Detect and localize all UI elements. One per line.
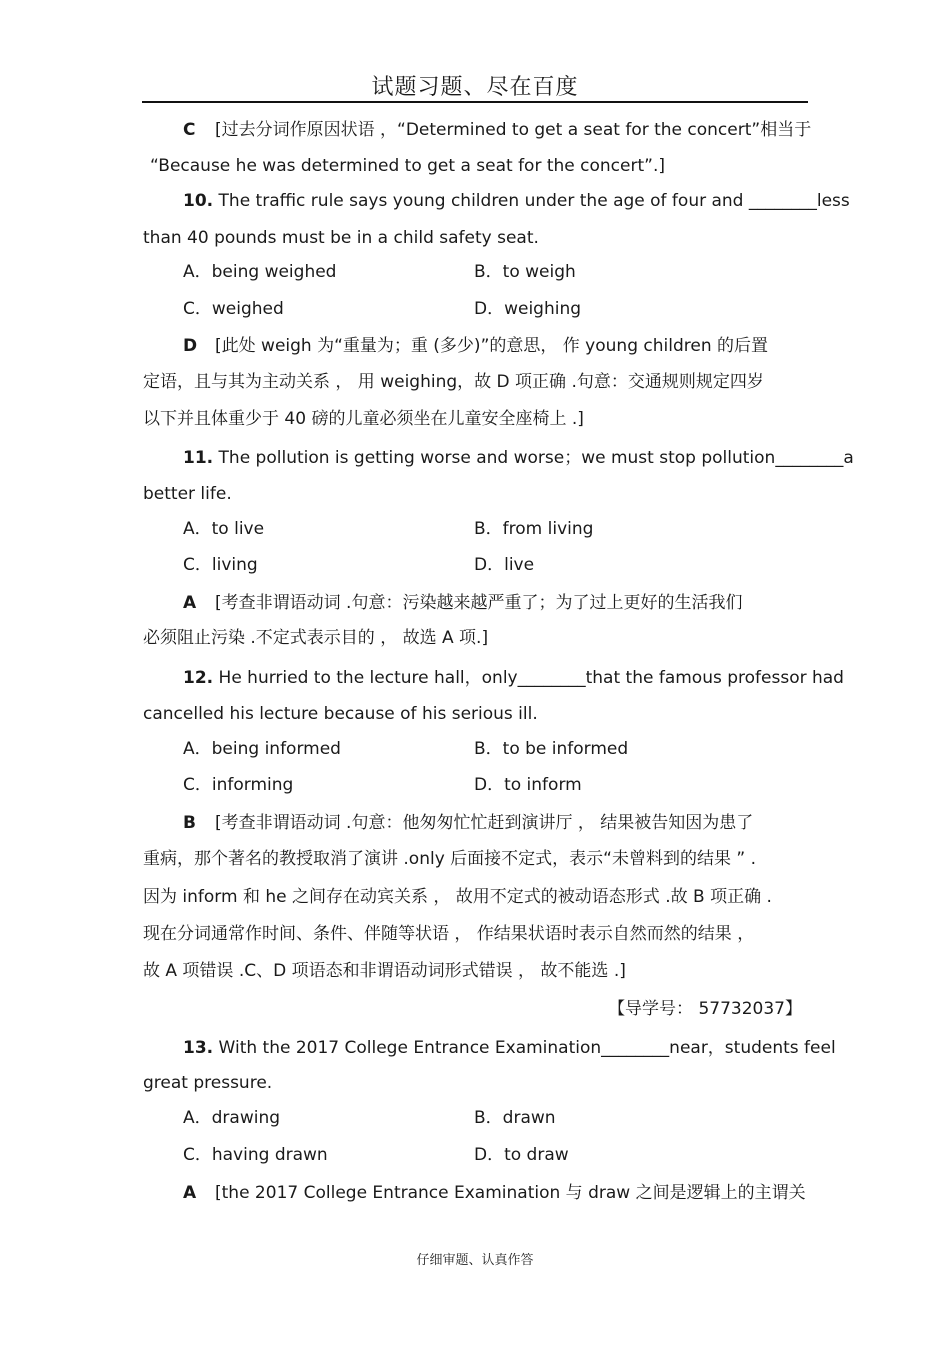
question-number: 11. <box>183 448 214 468</box>
question-12-explanation-line-1: B [考查非谓语动词 .句意：他匆匆忙忙赶到演讲厅 ， 结果被告知因为患了 <box>183 813 754 833</box>
question-10-explanation-line-2: 定语，且与其为主动关系 ， 用 weighing，故 D 项正确 .句意：交通规则规定四岁 <box>143 372 764 392</box>
question-12-explanation-line-5: 故 A 项错误 .C、D 项语态和非谓语动词形式错误 ， 故不能选 .] <box>143 961 626 981</box>
question-11-option-d: D．live <box>474 555 535 575</box>
answer-key: C <box>183 120 196 140</box>
question-number: 12. <box>183 668 214 688</box>
question-13-stem-line-1: 13. With the 2017 College Entrance Examination________near，students feel <box>183 1038 836 1058</box>
question-10-option-a: A．being weighed <box>183 262 337 282</box>
answer-key: A <box>183 593 197 613</box>
question-12-option-b: B．to be informed <box>474 739 629 759</box>
question-12-stem-line-2: cancelled his lecture because of his serious ill. <box>143 704 538 724</box>
question-number: 13. <box>183 1038 214 1058</box>
question-10-option-b: B．to weigh <box>474 262 576 282</box>
question-10-explanation-line-1: D [此处 weigh 为“重量为；重 (多少)”的意思， 作 young children 的后置 <box>183 336 768 356</box>
question-12-stem-line-1: 12. He hurried to the lecture hall，only________that the famous professor had <box>183 668 844 688</box>
answer-key: A <box>183 1183 197 1203</box>
title-rule <box>142 101 808 103</box>
page-footer: 仔细审题、认真作答 <box>416 1253 534 1268</box>
question-11-stem-line-1: 11. The pollution is getting worse and worse；we must stop pollution________a <box>183 448 854 468</box>
question-12-option-d: D．to inform <box>474 775 582 795</box>
question-10-explanation-line-3: 以下并且体重少于 40 磅的儿童必须坐在儿童安全座椅上 .] <box>143 409 584 429</box>
question-13-option-a: A．drawing <box>183 1108 281 1128</box>
intro-explanation-line-1: C [过去分词作原因状语 ，“Determined to get a seat for the concert”相当于 <box>183 120 812 140</box>
question-12-explanation-line-2: 重病，那个著名的教授取消了演讲 .only 后面接不定式，表示“未曾料到的结果 ” . <box>143 849 756 869</box>
question-12-explanation-line-4: 现在分词通常作时间、条件、伴随等状语 ， 作结果状语时表示自然而然的结果 ， <box>143 924 755 944</box>
question-11-explanation-line-2: 必须阻止污染 .不定式表示目的 ， 故选 A 项.] <box>143 628 489 648</box>
page-title: 试题习题、尽在百度 <box>371 75 579 100</box>
question-13-explanation-line-1: A [the 2017 College Entrance Examination 与 draw 之间是逻辑上的主谓关 <box>183 1183 806 1203</box>
question-13-option-c: C．having drawn <box>183 1145 328 1165</box>
question-11-option-c: C．living <box>183 555 258 575</box>
answer-key: B <box>183 813 196 833</box>
question-11-option-b: B．from living <box>474 519 594 539</box>
guide-number: 【导学号： 57732037】 <box>608 999 802 1019</box>
answer-key: D <box>183 336 198 356</box>
question-number: 10. <box>183 191 214 211</box>
question-13-option-b: B．drawn <box>474 1108 556 1128</box>
question-13-option-d: D．to draw <box>474 1145 569 1165</box>
question-13-stem-line-2: great pressure. <box>143 1073 273 1093</box>
question-12-explanation-line-3: 因为 inform 和 he 之间存在动宾关系 ， 故用不定式的被动语态形式 .故 B 项正确 . <box>143 887 772 907</box>
question-12-option-c: C．informing <box>183 775 294 795</box>
question-10-stem-line-2: than 40 pounds must be in a child safety seat. <box>143 228 539 248</box>
question-10-option-d: D．weighing <box>474 299 582 319</box>
question-10-stem-line-1: 10. The traffic rule says young children under the age of four and ________less <box>183 191 850 211</box>
question-11-explanation-line-1: A [考查非谓语动词 .句意：污染越来越严重了；为了过上更好的生活我们 <box>183 593 743 613</box>
question-11-stem-line-2: better life. <box>143 484 232 504</box>
question-12-option-a: A．being informed <box>183 739 341 759</box>
question-10-option-c: C．weighed <box>183 299 284 319</box>
question-11-option-a: A．to live <box>183 519 265 539</box>
intro-explanation-line-2: “Because he was determined to get a seat for the concert”.] <box>150 156 665 176</box>
